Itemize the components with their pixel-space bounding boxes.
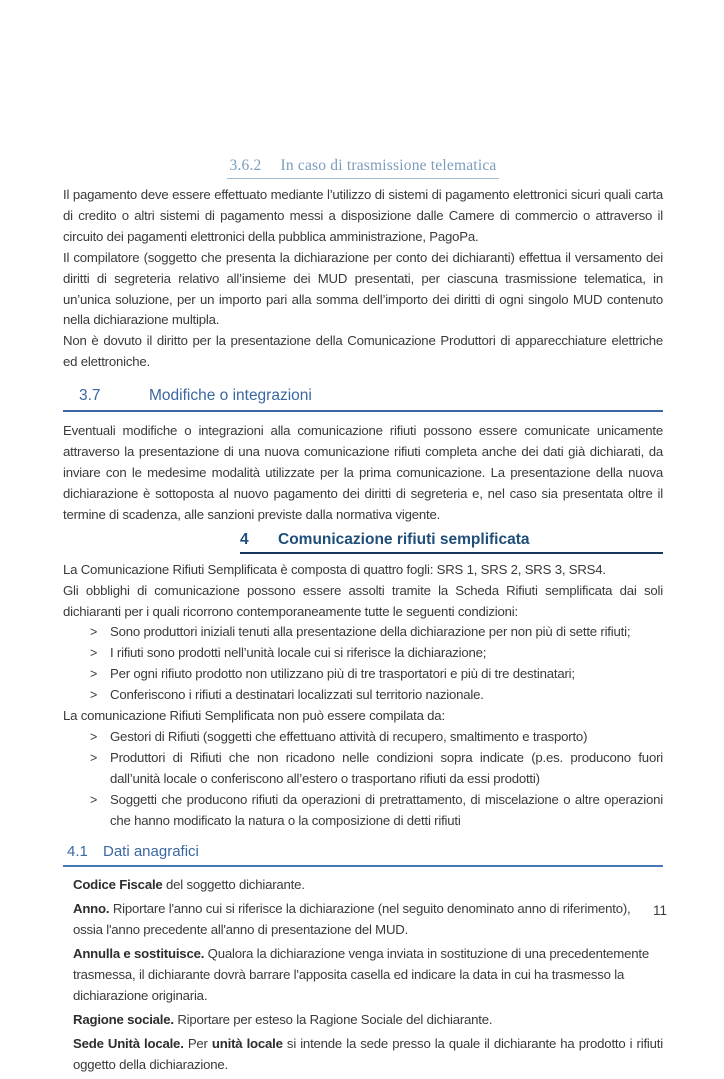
field-text: si intende la sede presso la quale il dichiarante ha prodotto i rifiuti oggetto della dichiarazione. bbox=[73, 1035, 663, 1072]
arrow-bullet-icon: > bbox=[90, 625, 98, 640]
list-item-text: Sono produttori iniziali tenuti alla presentazione della dichiarazione per non più di sette rifiuti; bbox=[110, 624, 631, 640]
list-item-exclusion bbox=[63, 790, 663, 832]
field-codice-fiscale bbox=[73, 875, 663, 896]
heading-4-1 bbox=[63, 843, 663, 867]
list-item-exclusion bbox=[63, 727, 663, 748]
heading-title: Modifiche o integrazioni bbox=[149, 387, 312, 405]
heading-number: 4 bbox=[240, 530, 249, 548]
field-label: Annulla e sostituisce. bbox=[73, 946, 205, 962]
arrow-bullet-icon: > bbox=[90, 792, 98, 807]
paragraph-srs-sheets: La Comunicazione Rifiuti Semplificata è composta di quattro fogli: SRS 1, SRS 2, SRS 3, SRS4. bbox=[63, 561, 606, 577]
field-text: Riportare l'anno cui si riferisce la dichiarazione (nel seguito denominato anno di riferimento), ossia l'anno precedente all'anno di presentazione del MUD. bbox=[73, 901, 631, 938]
heading-number: 3.7 bbox=[79, 387, 101, 405]
heading-number: 3.6.2 bbox=[229, 157, 262, 174]
field-label: Anno. bbox=[73, 901, 110, 917]
list-item-condition bbox=[63, 643, 663, 664]
list-item-exclusion bbox=[63, 748, 663, 790]
heading-title: Dati anagrafici bbox=[103, 843, 199, 861]
list-item-text: I rifiuti sono prodotti nell’unità locale cui si riferisce la dichiarazione; bbox=[110, 645, 487, 661]
paragraph-modifications: Eventuali modifiche o integrazioni alla comunicazione rifiuti possono essere comunicate unicamente attraverso la presentazione di una nuova comunicazione rifiuti completa anche dei dati già dichiarati, da inviare con le medesime modalità utilizzate per la prima comunicazione. La presentazione della nuova dichiarazione è sottoposta al nuovo pagamento dei diritti di segreteria e, nel caso sia presentata oltre il termine di scadenza, alle sanzioni previste dalla normativa vigente. bbox=[63, 423, 663, 522]
list-item-condition bbox=[63, 664, 663, 685]
field-text: Qualora la dichiarazione venga inviata in sostituzione di una precedentemente trasmessa, il dichiarante dovrà barrare l'apposita casella ed indicare la data in cui ha trasmesso la dichiarazione originaria. bbox=[73, 946, 649, 1003]
paragraph-compiler-payment: Il compilatore (soggetto che presenta la dichiarazione per conto dei dichiaranti) effettua il versamento dei diritti di segreteria relativo all’insieme dei MUD presentati, per ciascuna trasmissione telematica, in un’unica soluzione, per un importo pari alla somma dell’importo dei diritti di ogni singolo MUD contenuto nella dichiarazione multipla. bbox=[63, 249, 663, 328]
arrow-bullet-icon: > bbox=[90, 750, 98, 765]
heading-4 bbox=[240, 531, 663, 554]
paragraph-payment-methods: Il pagamento deve essere effettuato mediante l’utilizzo di sistemi di pagamento elettronici sicuri quali carta di credito o altri sistemi di pagamento messi a disposizione dalle Camere di commercio o attraverso il circuito dei pagamenti elettronici della pubblica amministrazione, PagoPa. bbox=[63, 187, 663, 244]
arrow-bullet-icon: > bbox=[90, 667, 98, 682]
field-label: Sede Unità locale. bbox=[73, 1035, 184, 1051]
heading-3-7 bbox=[63, 387, 663, 412]
list-item-text: Gestori di Rifiuti (soggetti che effettuano attività di recupero, smaltimento e trasporto) bbox=[110, 728, 588, 744]
field-text: del soggetto dichiarante. bbox=[162, 877, 305, 893]
page-content bbox=[63, 157, 663, 1079]
list-item-condition bbox=[63, 622, 663, 643]
field-label: Ragione sociale. bbox=[73, 1011, 174, 1027]
heading-3-6-2 bbox=[227, 157, 500, 179]
section-dati-anagrafici bbox=[63, 875, 663, 1075]
paragraph-no-fee-aee: Non è dovuto il diritto per la presentazione della Comunicazione Produttori di apparecchiature elettriche ed elettroniche. bbox=[63, 333, 663, 370]
page-number: 11 bbox=[652, 903, 667, 918]
arrow-bullet-icon: > bbox=[90, 688, 98, 703]
list-item-text: Per ogni rifiuto prodotto non utilizzano più di tre trasportatori e più di tre destinatari; bbox=[110, 666, 575, 682]
field-anno bbox=[73, 899, 663, 941]
field-ragione-sociale bbox=[73, 1010, 663, 1031]
field-label-inline: unità locale bbox=[211, 1035, 283, 1051]
paragraph-conditions-intro: Gli obblighi di comunicazione possono essere assolti tramite la Scheda Rifiuti semplificata dai soli dichiaranti per i quali ricorrono contemporaneamente tutte le seguenti condizioni: bbox=[63, 582, 663, 619]
list-item-condition bbox=[63, 685, 663, 706]
heading-number: 4.1 bbox=[67, 843, 88, 861]
list-item-text: Produttori di Rifiuti che non ricadono nelle condizioni sopra indicate (p.es. producono fuori dall’unità locale o conferiscono all’estero o trasportano rifiuti da essi prodotti) bbox=[110, 749, 663, 786]
field-annulla-e-sostituisce bbox=[73, 944, 663, 1007]
field-sede-unita-locale bbox=[73, 1034, 663, 1076]
field-text: Per bbox=[183, 1035, 212, 1051]
heading-title: Comunicazione rifiuti semplificata bbox=[278, 530, 530, 548]
heading-title: In caso di trasmissione telematica bbox=[280, 157, 497, 174]
arrow-bullet-icon: > bbox=[90, 729, 98, 744]
list-item-text: Soggetti che producono rifiuti da operazioni di pretrattamento, di miscelazione o altre operazioni che hanno modificato la natura o la composizione di detti rifiuti bbox=[110, 791, 663, 828]
field-label: Codice Fiscale bbox=[73, 877, 163, 893]
paragraph-exclusions-intro: La comunicazione Rifiuti Semplificata non può essere compilata da: bbox=[63, 708, 445, 724]
arrow-bullet-icon: > bbox=[90, 646, 98, 661]
field-text: Riportare per esteso la Ragione Sociale del dichiarante. bbox=[173, 1011, 493, 1027]
list-item-text: Conferiscono i rifiuti a destinatari localizzati sul territorio nazionale. bbox=[110, 687, 484, 703]
